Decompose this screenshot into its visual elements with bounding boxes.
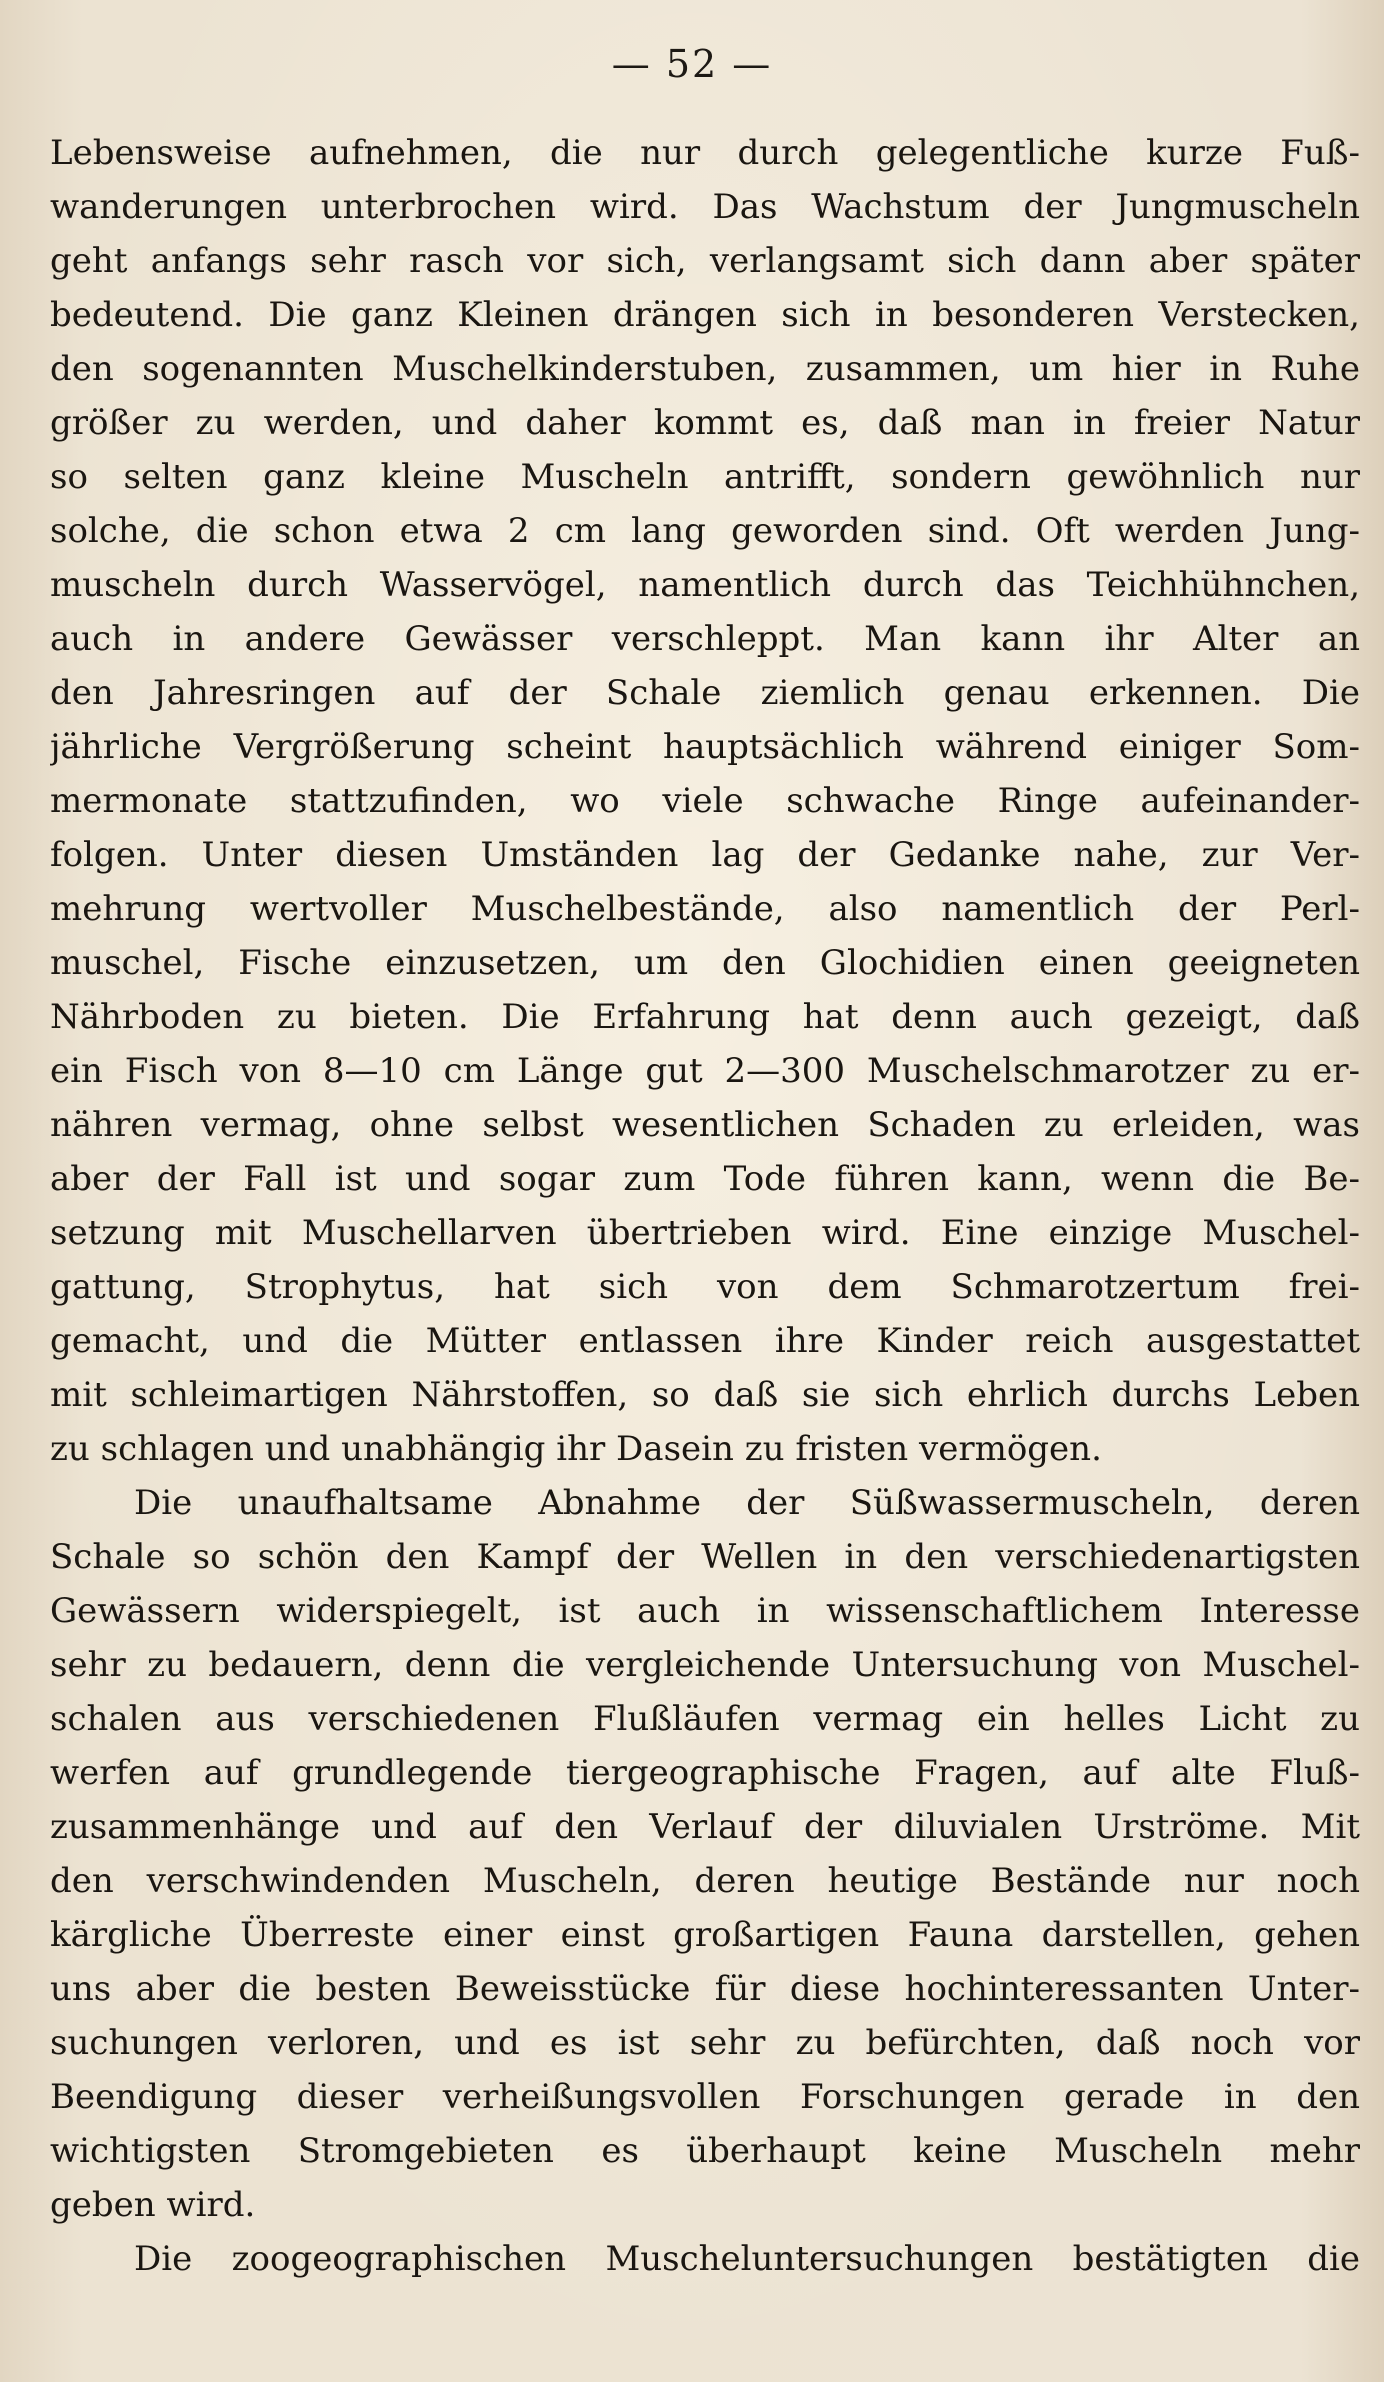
body-text <box>50 126 1360 2286</box>
text-line: setzung mit Muschellarven übertrieben wird. Eine einzige Muschel- <box>50 1213 1360 1253</box>
text-line: kärgliche Überreste einer einst großartigen Fauna darstellen, gehen <box>50 1915 1360 1955</box>
text-line: geben wird. <box>50 2185 256 2225</box>
text-line: größer zu werden, und daher kommt es, daß man in freier Natur <box>50 403 1360 443</box>
text-line: Gewässern widerspiegelt, ist auch in wissenschaftlichem Interesse <box>50 1591 1360 1631</box>
text-line: folgen. Unter diesen Umständen lag der Gedanke nahe, zur Ver- <box>50 835 1360 875</box>
text-line: Die zoogeographischen Muscheluntersuchungen bestätigten die <box>134 2239 1360 2279</box>
text-line: aber der Fall ist und sogar zum Tode führen kann, wenn die Be- <box>50 1159 1360 1199</box>
text-line: mermonate stattzufinden, wo viele schwache Ringe aufeinander- <box>50 781 1360 821</box>
text-line: suchungen verloren, und es ist sehr zu befürchten, daß noch vor <box>50 2023 1360 2063</box>
text-line: zusammenhänge und auf den Verlauf der diluvialen Urströme. Mit <box>50 1807 1360 1847</box>
text-line: Schale so schön den Kampf der Wellen in den verschiedenartigsten <box>50 1537 1360 1577</box>
text-line: wichtigsten Stromgebieten es überhaupt keine Muscheln mehr <box>50 2131 1360 2171</box>
text-line: ein Fisch von 8—10 cm Länge gut 2—300 Muschelschmarotzer zu er- <box>50 1051 1360 1091</box>
text-line: wanderungen unterbrochen wird. Das Wachstum der Jungmuscheln <box>50 187 1360 227</box>
text-line: muschel, Fische einzusetzen, um den Glochidien einen geeigneten <box>50 943 1360 983</box>
text-line: mehrung wertvoller Muschelbestände, also namentlich der Perl- <box>50 889 1360 929</box>
text-line: auch in andere Gewässer verschleppt. Man kann ihr Alter an <box>50 619 1360 659</box>
text-line: sehr zu bedauern, denn die vergleichende Untersuchung von Muschel- <box>50 1645 1360 1685</box>
text-line: muscheln durch Wasservögel, namentlich durch das Teichhühnchen, <box>50 565 1360 605</box>
text-line: jährliche Vergrößerung scheint hauptsächlich während einiger Som- <box>50 727 1360 767</box>
text-line: gattung, Strophytus, hat sich von dem Schmarotzertum frei- <box>50 1267 1360 1307</box>
text-line: schalen aus verschiedenen Flußläufen vermag ein helles Licht zu <box>50 1699 1360 1739</box>
text-line: zu schlagen und unabhängig ihr Dasein zu fristen vermögen. <box>50 1429 1102 1469</box>
text-line: den sogenannten Muschelkinderstuben, zusammen, um hier in Ruhe <box>50 349 1360 389</box>
text-line: Nährboden zu bieten. Die Erfahrung hat denn auch gezeigt, daß <box>50 997 1360 1037</box>
text-line: Die unaufhaltsame Abnahme der Süßwassermuscheln, deren <box>134 1483 1360 1523</box>
text-line: bedeutend. Die ganz Kleinen drängen sich in besonderen Verstecken, <box>50 295 1360 335</box>
text-line: uns aber die besten Beweisstücke für diese hochinteressanten Unter- <box>50 1969 1360 2009</box>
page-number: — 52 — <box>611 42 773 86</box>
text-line: geht anfangs sehr rasch vor sich, verlangsamt sich dann aber später <box>50 241 1360 281</box>
text-line: Lebensweise aufnehmen, die nur durch gelegentliche kurze Fuß- <box>50 133 1360 173</box>
text-line: mit schleimartigen Nährstoffen, so daß sie sich ehrlich durchs Leben <box>50 1375 1360 1415</box>
text-line: Beendigung dieser verheißungsvollen Forschungen gerade in den <box>50 2077 1360 2117</box>
text-line: nähren vermag, ohne selbst wesentlichen Schaden zu erleiden, was <box>50 1105 1360 1145</box>
text-line: den Jahresringen auf der Schale ziemlich genau erkennen. Die <box>50 673 1360 713</box>
text-line: solche, die schon etwa 2 cm lang geworden sind. Oft werden Jung- <box>50 511 1360 551</box>
text-line: werfen auf grundlegende tiergeographische Fragen, auf alte Fluß- <box>50 1753 1360 1793</box>
text-line: den verschwindenden Muscheln, deren heutige Bestände nur noch <box>50 1861 1360 1901</box>
text-line: so selten ganz kleine Muscheln antrifft, sondern gewöhnlich nur <box>50 457 1360 497</box>
text-line: gemacht, und die Mütter entlassen ihre Kinder reich ausgestattet <box>50 1321 1360 1361</box>
